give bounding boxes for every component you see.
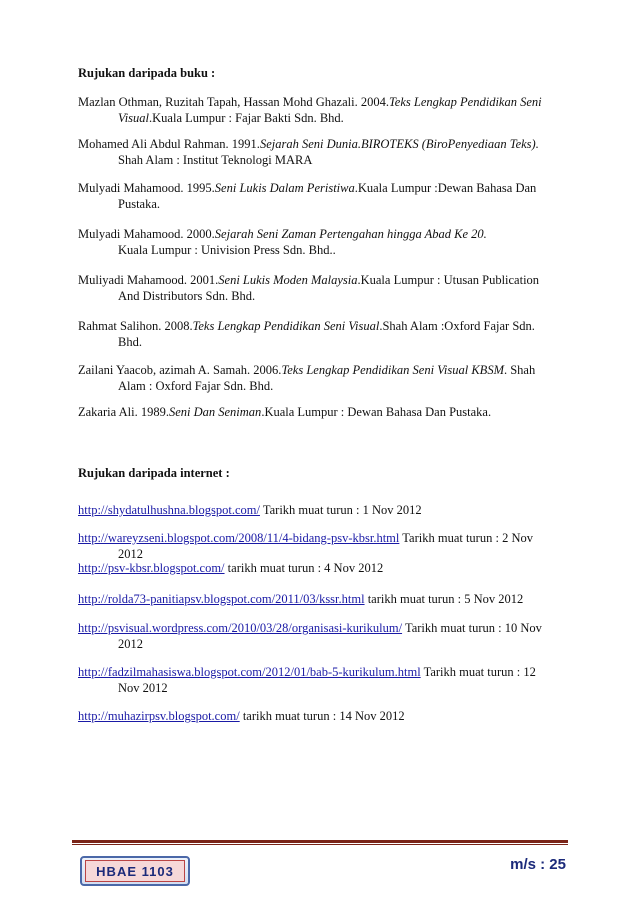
web-ref-5: http://psvisual.wordpress.com/2010/03/28/organisasi-kurikulum/ Tarikh muat turun : 10 Nov 2012 [78, 621, 542, 651]
book-ref-4: Mulyadi Mahamood. 2000.Sejarah Seni Zaman Pertengahan hingga Abad Ke 20. Kuala Lumpur : Univision Press Sdn. Bhd.. [78, 227, 487, 257]
web-ref-3: http://psv-kbsr.blogspot.com/ tarikh muat turun : 4 Nov 2012 [78, 561, 384, 575]
web-ref-6: http://fadzilmahasiswa.blogspot.com/2012/01/bab-5-kurikulum.html Tarikh muat turun : 12 Nov 2012 [78, 665, 536, 695]
web-ref-link-6[interactable]: http://fadzilmahasiswa.blogspot.com/2012/01/bab-5-kurikulum.html [78, 665, 421, 679]
internet-heading: Rujukan daripada internet : [78, 466, 230, 480]
course-code: HBAE 1103 [96, 863, 174, 879]
book-ref-6: Rahmat Salihon. 2008.Teks Lengkap Pendidikan Seni Visual.Shah Alam :Oxford Fajar Sdn. Bhd. [78, 319, 535, 349]
book-ref-7: Zailani Yaacob, azimah A. Samah. 2006.Teks Lengkap Pendidikan Seni Visual KBSM. Shah Alam : Oxford Fajar Sdn. Bhd. [78, 363, 536, 393]
web-ref-link-7[interactable]: http://muhazirpsv.blogspot.com/ [78, 709, 240, 723]
web-ref-link-1[interactable]: http://shydatulhushna.blogspot.com/ [78, 503, 260, 517]
book-ref-2: Mohamed Ali Abdul Rahman. 1991.Sejarah Seni Dunia.BIROTEKS (BiroPenyediaan Teks). Shah Alam : Institut Teknologi MARA [78, 137, 539, 167]
book-ref-8: Zakaria Ali. 1989.Seni Dan Seniman.Kuala Lumpur : Dewan Bahasa Dan Pustaka. [78, 405, 492, 419]
course-code-badge [80, 856, 190, 886]
books-heading: Rujukan daripada buku : [78, 66, 216, 80]
book-ref-1: Mazlan Othman, Ruzitah Tapah, Hassan Mohd Ghazali. 2004.Teks Lengkap Pendidikan Seni Visual.Kuala Lumpur : Fajar Bakti Sdn. Bhd. [78, 95, 542, 125]
web-ref-link-2[interactable]: http://wareyzseni.blogspot.com/2008/11/4-bidang-psv-kbsr.html [78, 531, 400, 545]
web-ref-1: http://shydatulhushna.blogspot.com/ Tarikh muat turun : 1 Nov 2012 [78, 503, 422, 517]
book-ref-3: Mulyadi Mahamood. 1995.Seni Lukis Dalam Peristiwa.Kuala Lumpur :Dewan Bahasa Dan Pustaka. [78, 181, 537, 211]
web-ref-2: http://wareyzseni.blogspot.com/2008/11/4-bidang-psv-kbsr.html Tarikh muat turun : 2 Nov 2012 [78, 531, 533, 561]
footer-divider-thin [72, 844, 568, 845]
web-ref-7: http://muhazirpsv.blogspot.com/ tarikh muat turun : 14 Nov 2012 [78, 709, 405, 723]
web-ref-link-5[interactable]: http://psvisual.wordpress.com/2010/03/28/organisasi-kurikulum/ [78, 621, 403, 635]
page-number: m/s : 25 [510, 856, 566, 873]
footer-divider [72, 840, 568, 843]
web-ref-link-4[interactable]: http://rolda73-panitiapsv.blogspot.com/2011/03/kssr.html [78, 592, 365, 606]
web-ref-4: http://rolda73-panitiapsv.blogspot.com/2011/03/kssr.html tarikh muat turun : 5 Nov 2012 [78, 592, 524, 606]
web-ref-link-3[interactable]: http://psv-kbsr.blogspot.com/ [78, 561, 225, 575]
book-ref-5: Muliyadi Mahamood. 2001.Seni Lukis Moden Malaysia.Kuala Lumpur : Utusan Publication And Distributors Sdn. Bhd. [78, 273, 540, 303]
